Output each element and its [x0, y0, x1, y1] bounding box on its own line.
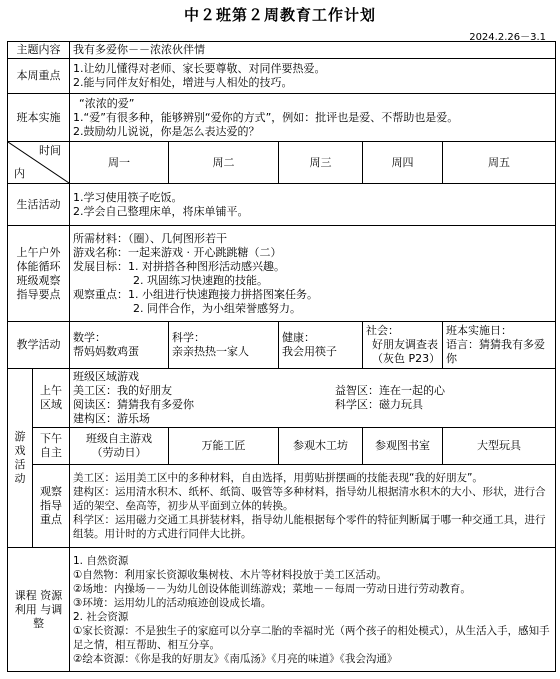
teaching-topic: 语言：猜猜我有多爱 [446, 338, 545, 351]
afternoon-item: 班级自主游戏 [86, 432, 152, 445]
resources-line: ①自然物：利用家长资源收集树枝、木片等材料投放于美工区活动。 [73, 568, 387, 581]
observation-label-line: 重点 [40, 513, 62, 526]
teaching-friday [443, 322, 556, 369]
focus-label: 本周重点 [8, 59, 70, 94]
outdoor-label-line: 体能循环 [16, 259, 61, 273]
plan-table [7, 41, 556, 672]
afternoon-label [33, 428, 70, 465]
class-practice-line: “浓浓的爱” [79, 96, 135, 110]
page-title: 中２班第２周教育工作计划 [183, 6, 376, 24]
morning-area-right [335, 384, 445, 426]
teaching-tuesday [169, 322, 279, 369]
observation-line: 科学区：运用磁力交通工具拼装材料，指导幼儿能根据每个零件的特征判断属于哪一种交通工具，进行组装。用计时的方式进行同伴大比拼。 [73, 514, 546, 540]
morning-area-title: 班级区域游戏 [73, 370, 139, 383]
observation-label [33, 465, 70, 548]
outdoor-label-line: 班级观察 [16, 273, 61, 287]
outdoor-line: 2. 巩固练习快速跑的技能。 [133, 273, 268, 287]
day-thursday: 周四 [363, 142, 443, 184]
day-monday: 周一 [70, 142, 169, 184]
teaching-subject: 健康： [282, 331, 315, 344]
teaching-monday [70, 322, 169, 369]
resources-line: ③环境：运用幼儿的活动痕迹创设成长墙。 [73, 596, 272, 609]
teaching-topic: 亲亲热热一家人 [172, 345, 249, 358]
games-label-char: 游 [14, 430, 26, 443]
morning-area-label-line: 上午 [40, 384, 62, 397]
area-item: 美工区：我的好朋友 [73, 384, 172, 397]
outdoor-line: 发展目标：1. 对拼搭各种图形活动感兴趣。 [73, 259, 285, 273]
outdoor-content [70, 226, 556, 322]
focus-content [70, 59, 556, 94]
resources-label-line: 整 [33, 616, 44, 630]
life-line: 1.学习使用筷子吃饭。 [73, 190, 183, 204]
outdoor-label-line: 上午户外 [16, 245, 61, 259]
focus-line: 1.让幼儿懂得对老师、家长要尊敬、对同伴要热爱。 [73, 62, 326, 75]
teaching-label: 教学活动 [8, 322, 70, 369]
teaching-page: （灰色 P23） [372, 352, 441, 365]
games-label-char: 动 [14, 472, 26, 485]
observation-label-line: 指导 [40, 499, 62, 512]
morning-area-left [73, 384, 335, 426]
morning-area-label [33, 369, 70, 428]
corner-time-label: 时间 [39, 144, 61, 157]
teaching-subject: 科学： [172, 331, 205, 344]
outdoor-line: 游戏名称：一起来游戏 · 开心跳跳糖（二） [73, 245, 282, 259]
resources-label-line: 课程 资源 [14, 588, 63, 602]
resources-content [70, 548, 556, 672]
day-wednesday: 周三 [279, 142, 363, 184]
class-practice-content [70, 94, 556, 142]
resources-line: 2. 社会资源 [73, 610, 129, 623]
resources-label-line: 利用 与调 [14, 602, 63, 616]
observation-line: 美工区：运用美工区中的多种材料，自由选择，用剪贴拼摆画的技能表现“我的好朋友”。 [73, 472, 483, 484]
teaching-topic: 你 [446, 352, 457, 365]
outdoor-line: 观察重点：1. 小组进行快速跑接力拼搭图案任务。 [73, 287, 318, 301]
games-label [8, 369, 33, 548]
resources-line: 1. 自然资源 [73, 554, 129, 567]
afternoon-label-line: 自主 [40, 446, 62, 459]
area-item: 科学区：磁力玩具 [335, 398, 423, 411]
area-item: 阅读区：猜猜我有多爱你 [73, 398, 194, 411]
teaching-topic: 我会用筷子 [282, 345, 337, 358]
focus-line: 2.能与同伴友好相处，增进与人相处的技巧。 [73, 76, 293, 89]
outdoor-line: 2. 同伴合作，为小组荣誉感努力。 [133, 301, 301, 315]
outdoor-line: 所需材料：（圈）、几何图形若干 [73, 231, 227, 245]
date-range: 2024.2.26－3.1 [469, 32, 546, 43]
afternoon-thursday: 参观图书室 [363, 428, 443, 465]
afternoon-label-line: 下午 [40, 432, 62, 445]
afternoon-tuesday: 万能工匠 [169, 428, 279, 465]
theme-label: 主题内容 [8, 42, 70, 59]
class-practice-line: 2.鼓励幼儿说说，你是怎么表达爱的？ [73, 124, 260, 138]
teaching-thursday [363, 322, 443, 369]
class-practice-line: 1.“爱”有很多种，能够辨别“爱你的方式”，例如：批评也是爱、不帮助也是爱。 [73, 110, 459, 124]
life-content [70, 184, 556, 226]
outdoor-label-line: 指导要点 [16, 287, 61, 301]
morning-area-label-line: 区域 [40, 398, 62, 411]
teaching-topic: 好朋友调查表 [372, 338, 438, 351]
afternoon-item-note: （劳动日） [91, 446, 147, 459]
resources-line: ②绘本资源：《你是我的好朋友》《南瓜汤》《月亮的味道》《我会沟通》 [73, 652, 398, 665]
observation-content [70, 465, 556, 548]
teaching-topic: 帮妈妈数鸡蛋 [73, 345, 139, 358]
area-item: 建构区：游乐场 [73, 412, 150, 425]
corner-content-label: 内 [14, 167, 25, 180]
teaching-subject: 班本实施日： [446, 324, 512, 337]
afternoon-monday [70, 428, 169, 465]
theme-text: 我有多爱你－－浓浓伙伴情 [70, 42, 556, 59]
day-friday: 周五 [443, 142, 556, 184]
day-tuesday: 周二 [169, 142, 279, 184]
class-practice-label: 班本实施 [8, 94, 70, 142]
morning-area-grid [73, 384, 552, 426]
resources-line: ①家长资源：不是独生子的家庭可以分享二胎的幸福时光（两个孩子的相处模式），从生活入手，感知手足之情，相互帮助、相互分享。 [73, 624, 550, 651]
time-content-corner [8, 142, 70, 184]
observation-line: 建构区：运用清水积木、纸杯、纸筒、吸管等多种材料，指导幼儿根据清水积木的大小、形状，进行合适的架空、垒高等，初步从平面到立体的转换。 [73, 486, 546, 512]
teaching-wednesday [279, 322, 363, 369]
observation-label-line: 观察 [40, 485, 62, 498]
afternoon-friday: 大型玩具 [443, 428, 556, 465]
games-label-char: 戏 [14, 444, 26, 457]
morning-area-content [70, 369, 556, 428]
games-label-char: 活 [14, 458, 26, 471]
life-label: 生活活动 [8, 184, 70, 226]
teaching-subject: 社会： [366, 324, 399, 337]
life-line: 2.学会自己整理床单，将床单铺平。 [73, 204, 249, 218]
area-item: 益智区：连在一起的心 [335, 384, 445, 397]
teaching-subject: 数学： [73, 331, 106, 344]
resources-line: ②场地：内操场－－为幼儿创设体能训练游戏；菜地－－每周一劳动日进行劳动教育。 [73, 582, 471, 595]
resources-label [8, 548, 70, 672]
afternoon-wednesday: 参观木工坊 [279, 428, 363, 465]
outdoor-label [8, 226, 70, 322]
